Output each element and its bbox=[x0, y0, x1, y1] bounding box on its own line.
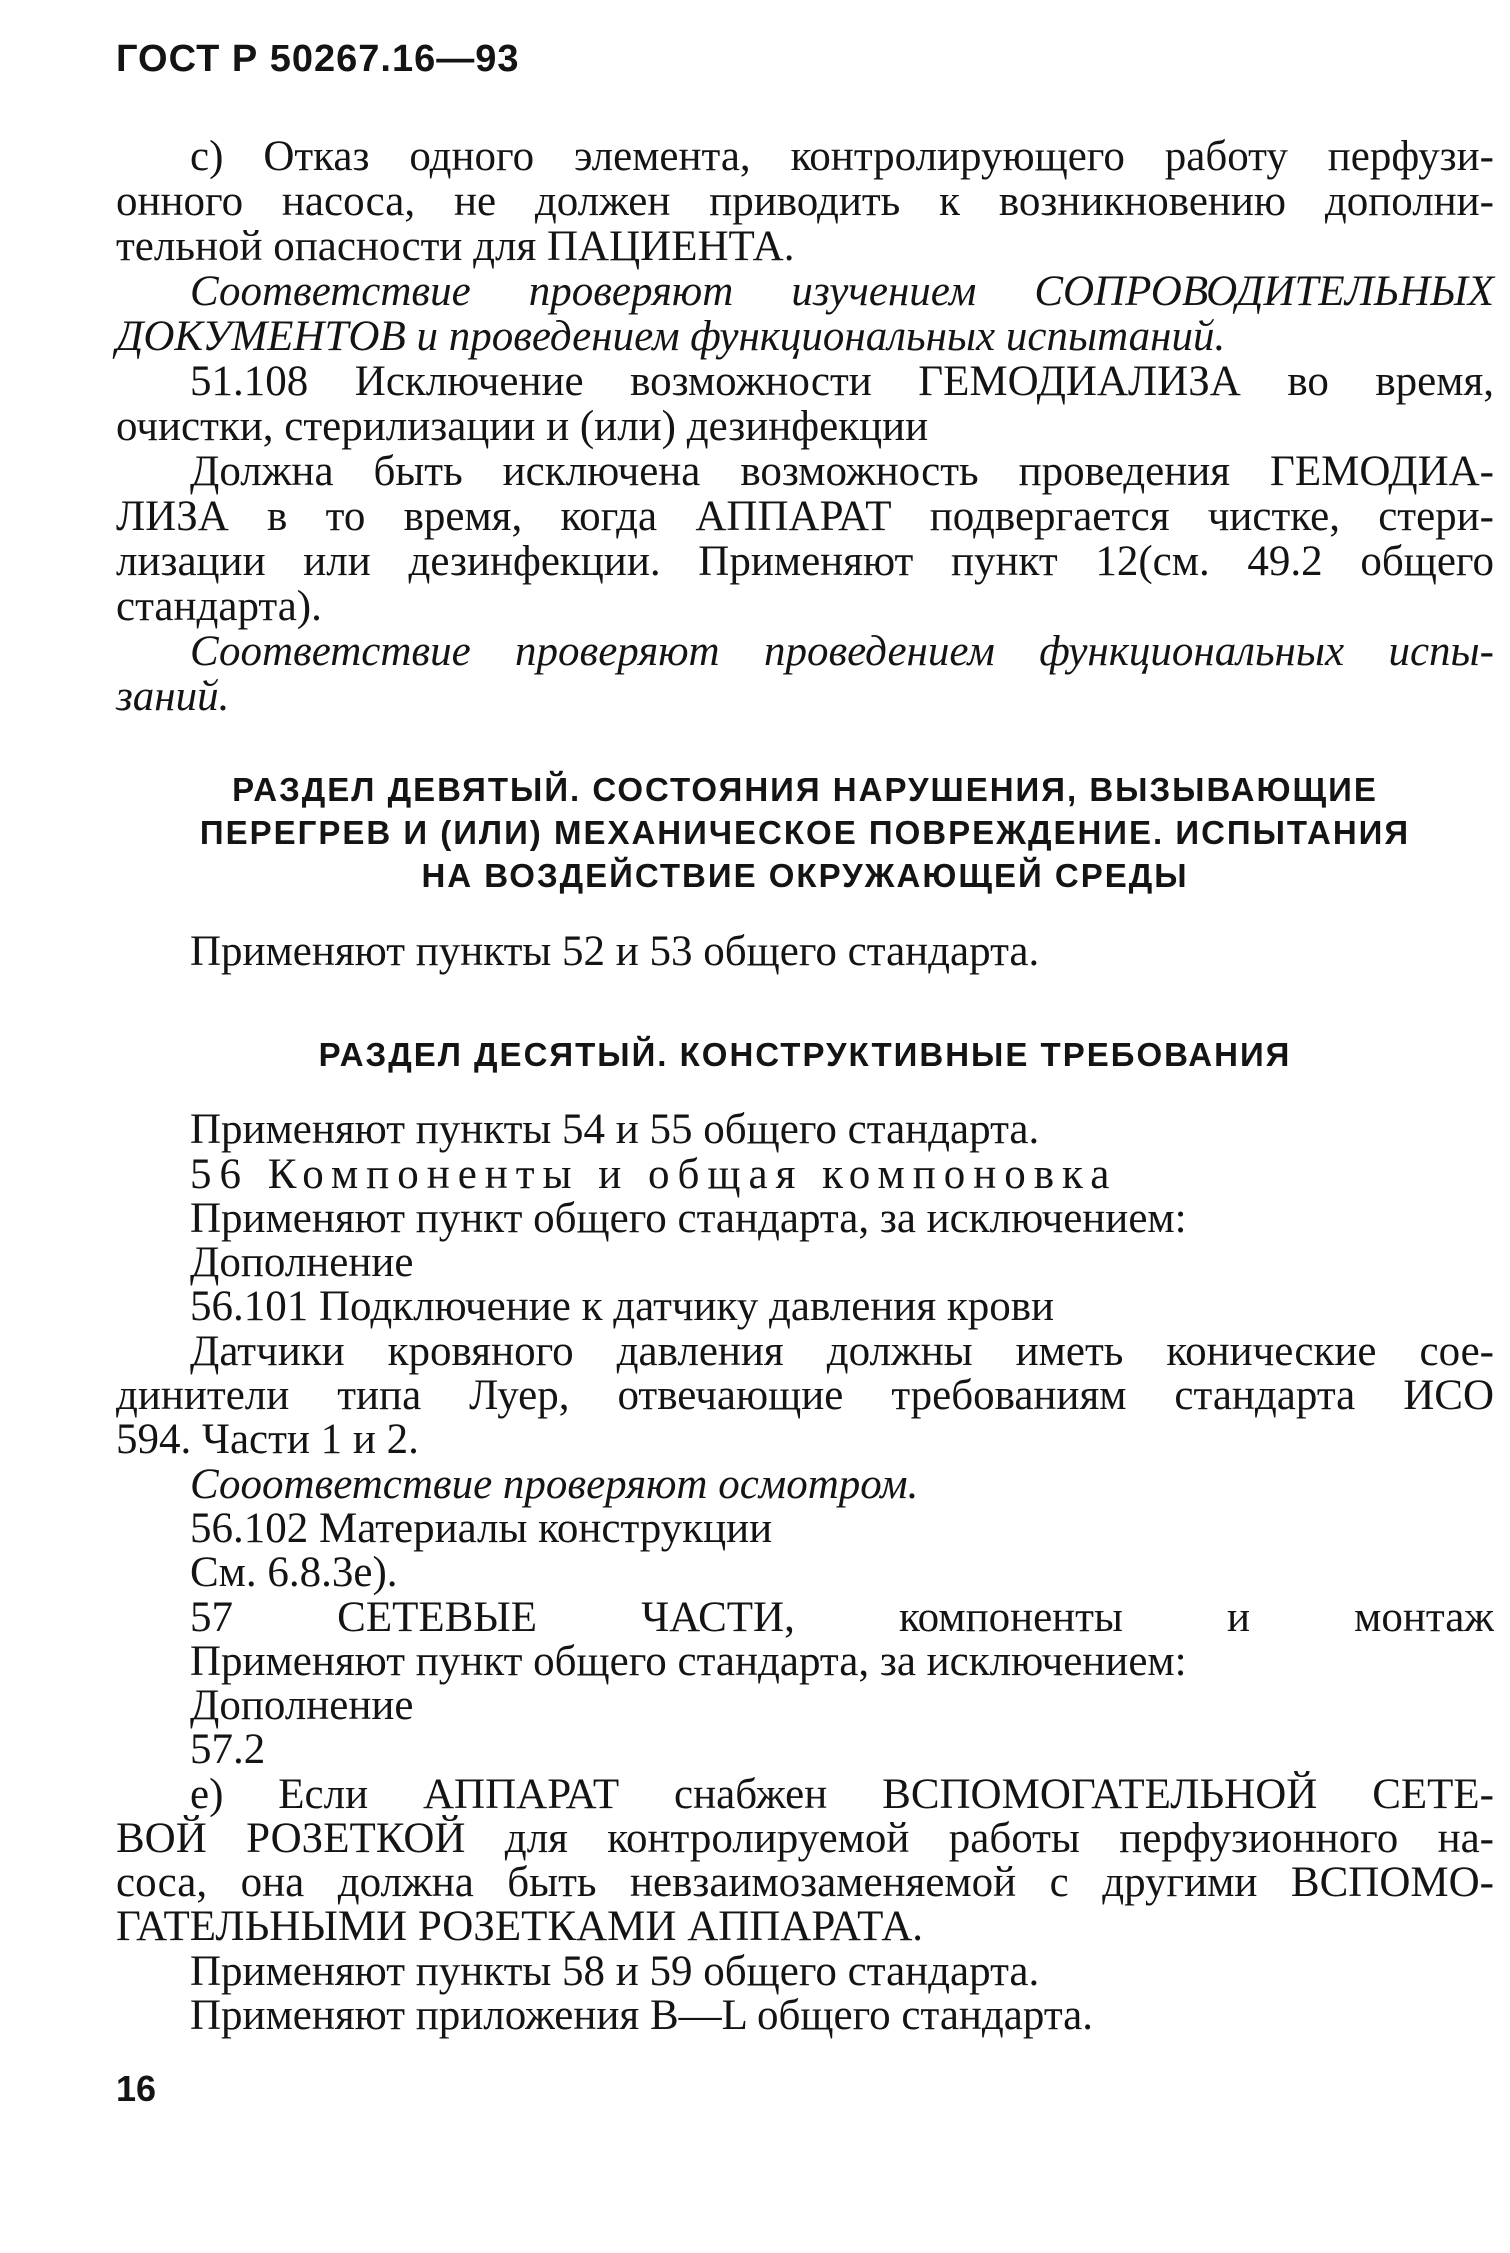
text-line: стандарта). bbox=[116, 583, 322, 630]
text-line: Применяют пункт общего стандарта, за исключением: bbox=[190, 1195, 1187, 1242]
text-line: тельной опасности для ПАЦИЕНТА. bbox=[116, 223, 795, 270]
text-line: Соответствие проверяют изучением СОПРОВОДИТЕЛЬНЫХ bbox=[190, 268, 1494, 315]
text-line: Сооответствие проверяют осмотром. bbox=[190, 1461, 919, 1508]
section-heading-line: РАЗДЕЛ ДЕВЯТЫЙ. СОСТОЯНИЯ НАРУШЕНИЯ, ВЫЗЫВАЮЩИЕ bbox=[232, 771, 1378, 808]
text-line: 56.101 Подключение к датчику давления крови bbox=[190, 1283, 1055, 1330]
text-line: лизации или дезинфекции. Применяют пункт 12(см. 49.2 общего bbox=[116, 538, 1494, 585]
text-line: Применяют приложения В—L общего стандарта. bbox=[190, 1992, 1093, 2039]
text-line: 56 Компоненты и общая компоновка bbox=[190, 1151, 1118, 1198]
text-line: ГАТЕЛЬНЫМИ РОЗЕТКАМИ АППАРАТА. bbox=[116, 1903, 924, 1950]
text-line: 51.108 Исключение возможности ГЕМОДИАЛИЗА во время, bbox=[190, 358, 1494, 405]
section-heading-line: НА ВОЗДЕЙСТВИЕ ОКРУЖАЮЩЕЙ СРЕДЫ bbox=[421, 857, 1189, 894]
page-number: 16 bbox=[116, 2068, 157, 2109]
text-line: 57.2 bbox=[190, 1726, 266, 1773]
text-line: ДОКУМЕНТОВ и проведением функциональных испытаний. bbox=[116, 313, 1226, 360]
text-line: Дополнение bbox=[190, 1682, 414, 1729]
text-line: очистки, стерилизации и (или) дезинфекции bbox=[116, 403, 929, 450]
section-heading: РАЗДЕЛ ДЕСЯТЫЙ. КОНСТРУКТИВНЫЕ ТРЕБОВАНИЯ bbox=[318, 1036, 1292, 1073]
text-line: Применяют пункт общего стандарта, за исключением: bbox=[190, 1638, 1187, 1685]
text-line: Дополнение bbox=[190, 1239, 414, 1286]
document-header: ГОСТ Р 50267.16—93 bbox=[116, 38, 520, 80]
text-line: заний. bbox=[116, 673, 230, 720]
text-line: 56.102 Материалы конструкции bbox=[190, 1505, 773, 1552]
text-line: Применяют пункты 52 и 53 общего стандарта. bbox=[190, 928, 1040, 975]
text-line: онного насоса, не должен приводить к возникновению дополни- bbox=[116, 178, 1494, 225]
text-line: См. 6.8.3е). bbox=[190, 1549, 398, 1596]
text-line: Должна быть исключена возможность проведения ГЕМОДИА- bbox=[190, 448, 1494, 495]
text-line: динители типа Луер, отвечающие требованиям стандарта ИСО bbox=[116, 1372, 1494, 1419]
text-line: Датчики кровяного давления должны иметь конические сое- bbox=[190, 1328, 1494, 1375]
text-line: Применяют пункты 54 и 55 общего стандарта. bbox=[190, 1106, 1040, 1153]
text-line: Соответствие проверяют проведением функциональных испы- bbox=[190, 628, 1494, 675]
text-line: с) Отказ одного элемента, контролирующего работу перфузи- bbox=[190, 133, 1494, 180]
text-line: е) Если АППАРАТ снабжен ВСПОМОГАТЕЛЬНОЙ СЕТЕ- bbox=[190, 1771, 1494, 1818]
text-line: соса, она должна быть невзаимозаменяемой с другими ВСПОМО- bbox=[116, 1859, 1494, 1906]
section-heading-line: ПЕРЕГРЕВ И (ИЛИ) МЕХАНИЧЕСКОЕ ПОВРЕЖДЕНИЕ. ИСПЫТАНИЯ bbox=[199, 814, 1411, 851]
text-line: ВОЙ РОЗЕТКОЙ для контролируемой работы перфузионного на- bbox=[116, 1815, 1494, 1862]
text-line: 594. Части 1 и 2. bbox=[116, 1416, 419, 1463]
text-line: 57 СЕТЕВЫЕ ЧАСТИ, компоненты и монтаж bbox=[190, 1594, 1494, 1641]
text-line: Применяют пункты 58 и 59 общего стандарта. bbox=[190, 1948, 1040, 1995]
text-line: ЛИЗА в то время, когда АППАРАТ подвергается чистке, стери- bbox=[116, 493, 1494, 540]
